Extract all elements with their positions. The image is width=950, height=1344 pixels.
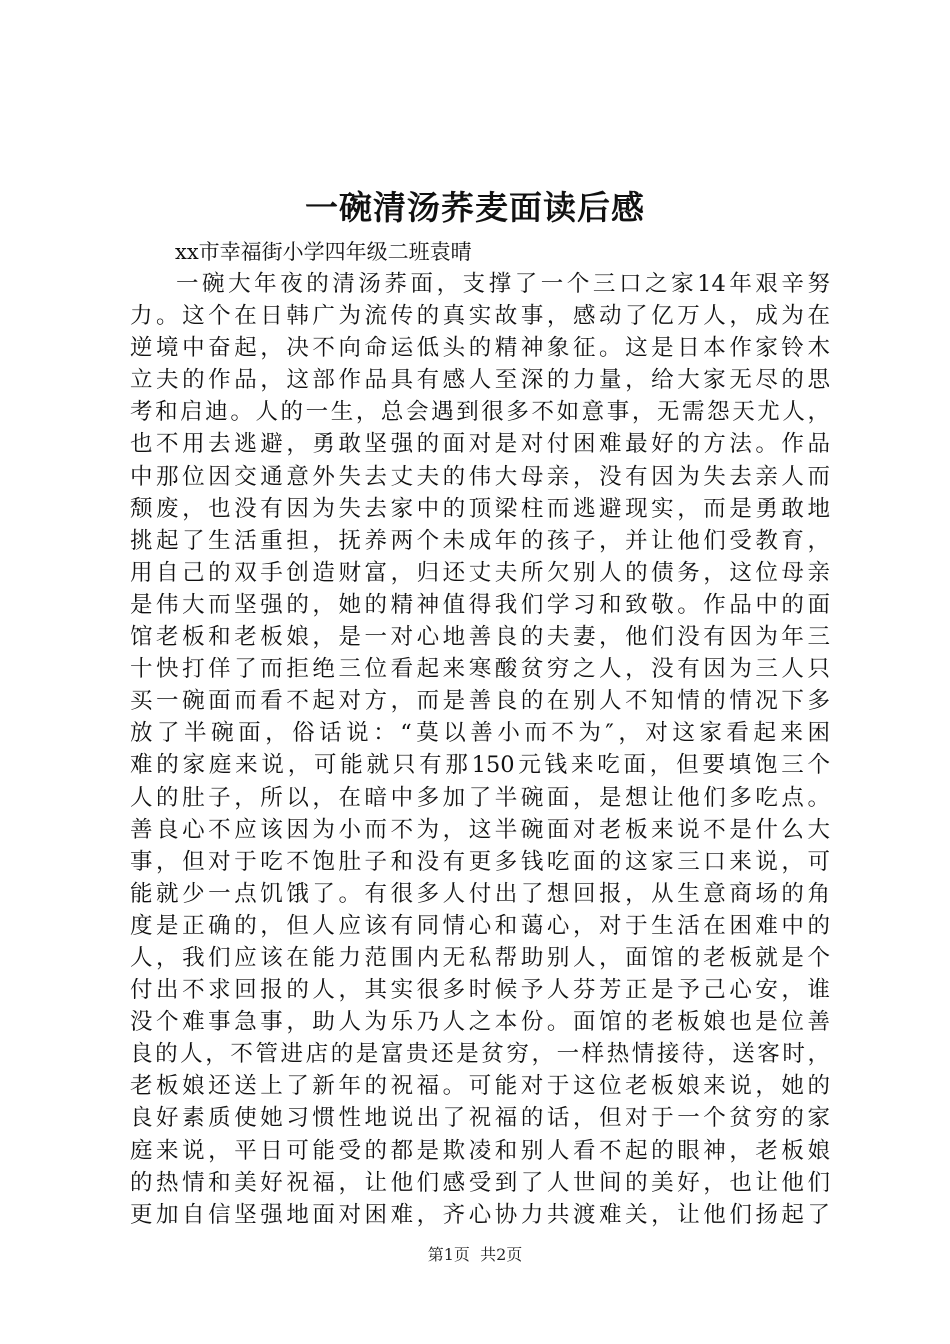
body-line: 中那位因交通意外失去丈夫的伟大母亲，没有因为失去亲人而	[130, 463, 830, 490]
body-line: 事，但对于吃不饱肚子和没有更多钱吃面的这家三口来说，可	[130, 848, 830, 875]
body-line: 馆老板和老板娘，是一对心地善良的夫妻，他们没有因为年三	[130, 624, 830, 651]
body-line: 良的人，不管进店的是富贵还是贫穷，一样热情接待，送客时，	[130, 1041, 830, 1068]
body-line: 立夫的作品，这部作品具有感人至深的力量，给大家无尽的思	[130, 367, 830, 394]
body-line: 能就少一点饥饿了。有很多人付出了想回报，从生意商场的角	[130, 880, 830, 907]
body-line: 老板娘还送上了新年的祝福。可能对于这位老板娘来说，她的	[130, 1073, 830, 1100]
document-title: 一碗清汤荞麦面读后感	[305, 188, 645, 227]
body-line: 人，我们应该在能力范围内无私帮助别人，面馆的老板就是个	[130, 944, 830, 971]
author-line: xx市幸福街小学四年级二班袁晴	[175, 240, 472, 264]
page-total: 共2页	[480, 1245, 523, 1264]
body-line: 庭来说，平日可能受的都是欺凌和别人看不起的眼神，老板娘	[130, 1137, 830, 1164]
body-line: 用自己的双手创造财富，归还丈夫所欠别人的债务，这位母亲	[130, 559, 830, 586]
body-text	[130, 268, 830, 1231]
body-line: 没个难事急事，助人为乐乃人之本份。面馆的老板娘也是位善	[130, 1009, 830, 1036]
body-line: 考和启迪。人的一生，总会遇到很多不如意事，无需怨天尤人，	[130, 399, 830, 426]
body-line: 挑起了生活重担，抚养两个未成年的孩子，并让他们受教育，	[130, 527, 830, 554]
body-line: 一碗大年夜的清汤荞面，支撑了一个三口之家14年艰辛努	[176, 271, 830, 297]
page-number: 第1页	[427, 1245, 470, 1264]
body-line: 是伟大而坚强的，她的精神值得我们学习和致敬。作品中的面	[130, 591, 830, 618]
body-line: 颓废，也没有因为失去家中的顶梁柱而逃避现实，而是勇敢地	[130, 495, 830, 522]
body-line: 放了半碗面，俗话说：“莫以善小而不为″，对这家看起来困	[130, 720, 830, 747]
body-line: 善良心不应该因为小而不为，这半碗面对老板来说不是什么大	[130, 816, 830, 843]
body-line: 力。这个在日韩广为流传的真实故事，感动了亿万人，成为在	[130, 303, 830, 330]
body-line: 度是正确的，但人应该有同情心和蔼心，对于生活在困难中的	[130, 912, 830, 939]
page-footer	[0, 1244, 950, 1266]
body-line: 也不用去逃避，勇敢坚强的面对是对付困难最好的方法。作品	[130, 431, 830, 458]
body-line: 逆境中奋起，决不向命运低头的精神象征。这是日本作家铃木	[130, 335, 830, 362]
body-line: 更加自信坚强地面对困难，齐心协力共渡难关，让他们扬起了	[130, 1201, 830, 1228]
body-line: 买一碗面而看不起对方，而是善良的在别人不知情的情况下多	[130, 688, 830, 715]
body-line: 良好素质使她习惯性地说出了祝福的话，但对于一个贫穷的家	[130, 1105, 830, 1132]
body-line: 付出不求回报的人，其实很多时候予人芬芳正是予己心安，谁	[130, 977, 830, 1004]
body-line: 十快打佯了而拒绝三位看起来寒酸贫穷之人，没有因为三人只	[130, 656, 830, 683]
body-line: 的热情和美好祝福，让他们感受到了人世间的美好，也让他们	[130, 1169, 830, 1196]
body-line: 难的家庭来说，可能就只有那150元钱来吃面，但要填饱三个	[130, 752, 830, 779]
body-line: 人的肚子，所以，在暗中多加了半碗面，是想让他们多吃点。	[130, 784, 830, 811]
